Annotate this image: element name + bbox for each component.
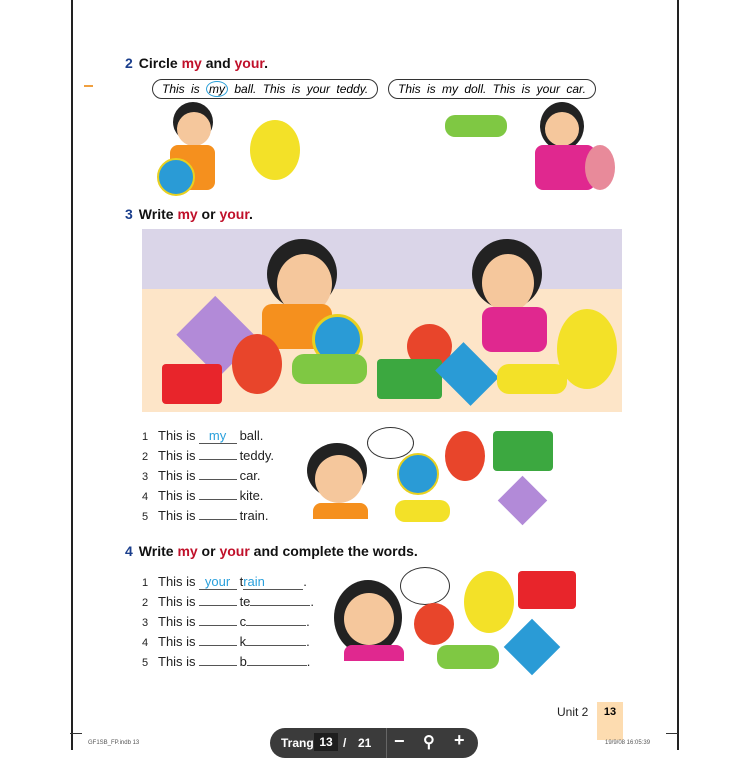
print-file-label: GF1SB_FP.indb 13: [88, 740, 140, 746]
boy-and-toys-illustration: [305, 425, 565, 525]
page-separator: /: [343, 736, 347, 750]
zoom-out-button[interactable]: −: [394, 731, 405, 751]
exercise-2-heading: 2 Circle my and your.: [125, 55, 268, 71]
unit-label: Unit 2: [557, 705, 589, 719]
answer-blank[interactable]: [199, 499, 237, 500]
toys-scene-illustration: [142, 229, 622, 412]
zoom-reset-icon[interactable]: ⚲: [423, 734, 435, 751]
print-timestamp: 19/9/08 16:05:39: [605, 740, 651, 746]
word-blank[interactable]: [246, 645, 306, 646]
exercise-3-item: 5 This is train.: [142, 508, 269, 523]
toolbar-divider: [386, 728, 387, 758]
word-blank[interactable]: [250, 605, 310, 606]
speech-bubble-girl: This is my doll. This is your car.: [388, 79, 596, 99]
pdf-viewer-toolbar: [270, 728, 478, 758]
margin-mark: [84, 85, 93, 87]
answer-blank[interactable]: your: [199, 574, 237, 590]
word-blank[interactable]: [246, 625, 306, 626]
zoom-in-button[interactable]: +: [454, 730, 465, 750]
exercise-3-item: 3 This is car.: [142, 468, 261, 483]
answer-blank[interactable]: my: [199, 428, 237, 444]
page-number: 13: [597, 702, 623, 740]
answer-blank[interactable]: [199, 645, 237, 646]
exercise-4-item: 4 This is k .: [142, 634, 310, 649]
word-blank[interactable]: rain: [243, 574, 303, 590]
boy-with-ball-illustration: [155, 100, 315, 195]
exercise-4-heading: 4 Write my or your and complete the words.: [125, 543, 418, 559]
exercise-4-item: 3 This is c .: [142, 614, 310, 629]
girl-with-car-illustration: [445, 100, 620, 195]
answer-blank[interactable]: [199, 479, 237, 480]
exercise-3-item: 4 This is kite.: [142, 488, 264, 503]
crop-mark: [70, 733, 82, 734]
girl-and-toys-illustration: [332, 565, 582, 690]
page-edge-left: [71, 0, 73, 750]
answer-blank[interactable]: [199, 625, 237, 626]
total-pages: 21: [358, 736, 372, 750]
page-number-input[interactable]: 13: [314, 733, 338, 751]
exercise-3-item: 1 This is my ball.: [142, 428, 264, 443]
exercise-4-item: 5 This is b .: [142, 654, 311, 669]
answer-blank[interactable]: [199, 605, 237, 606]
page-edge-right: [677, 0, 679, 750]
exercise-4-item: 2 This is te .: [142, 594, 315, 609]
word-blank[interactable]: [247, 665, 307, 666]
exercise-3-item: 2 This is teddy.: [142, 448, 275, 463]
answer-blank[interactable]: [199, 665, 237, 666]
speech-bubble-boy: This is my ball. This is your teddy.: [152, 79, 378, 99]
answer-blank[interactable]: [199, 519, 237, 520]
exercise-4-item: 1 This is your train .: [142, 574, 307, 589]
exercise-3-heading: 3 Write my or your.: [125, 206, 253, 222]
page-label: Trang: [281, 736, 314, 750]
crop-mark: [666, 733, 678, 734]
answer-blank[interactable]: [199, 459, 237, 460]
